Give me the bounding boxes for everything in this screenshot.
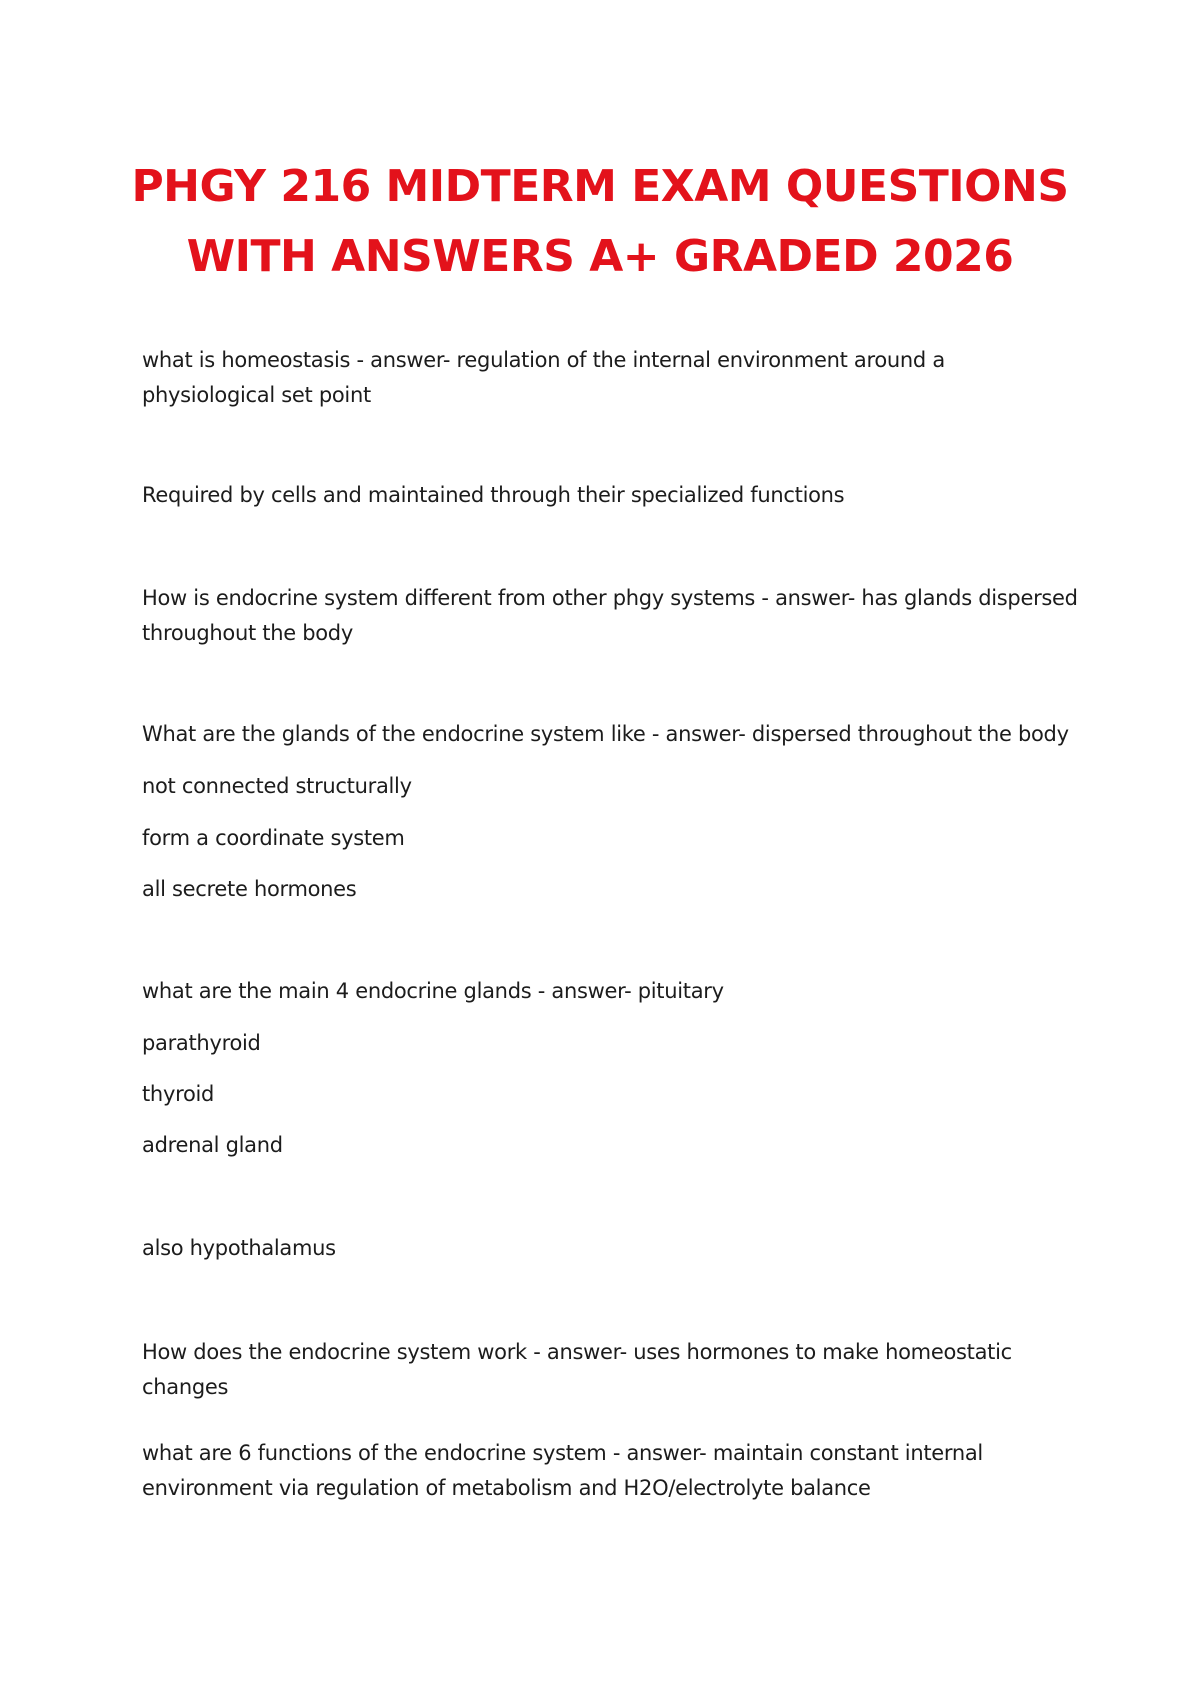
qa-homeostasis: what is homeostasis - answer- regulation of the internal environment around a physiological set point [142,348,945,407]
qa-main-glands-item: adrenal gland [142,1133,283,1157]
qa-endocrine-functions: what are 6 functions of the endocrine system - answer- maintain constant internal environment via regulation of metabolism and H2O/electrolyte balance [142,1441,983,1500]
qa-main-glands-item: thyroid [142,1082,215,1106]
qa-endocrine-work: How does the endocrine system work - answer- uses hormones to make homeostatic changes [142,1340,1012,1399]
qa-glands-like-item: all secrete hormones [142,877,357,901]
qa-glands-like-item: not connected structurally [142,774,412,798]
qa-endocrine-different: How is endocrine system different from other phgy systems - answer- has glands dispersed throughout the body [142,586,1078,645]
qa-main-glands-item: parathyroid [142,1031,261,1055]
qa-glands-like-item: form a coordinate system [142,826,405,850]
qa-main-glands-note: also hypothalamus [142,1236,336,1260]
qa-homeostasis-detail: Required by cells and maintained through their specialized functions [142,483,845,507]
title-line-1: PHGY 216 MIDTERM EXAM QUESTIONS [131,161,1069,212]
qa-main-glands: what are the main 4 endocrine glands - answer- pituitary [142,979,724,1003]
document-title [100,152,1100,292]
qa-glands-like: What are the glands of the endocrine system like - answer- dispersed throughout the body [142,722,1069,746]
title-line-2: WITH ANSWERS A+ GRADED 2026 [186,231,1014,282]
